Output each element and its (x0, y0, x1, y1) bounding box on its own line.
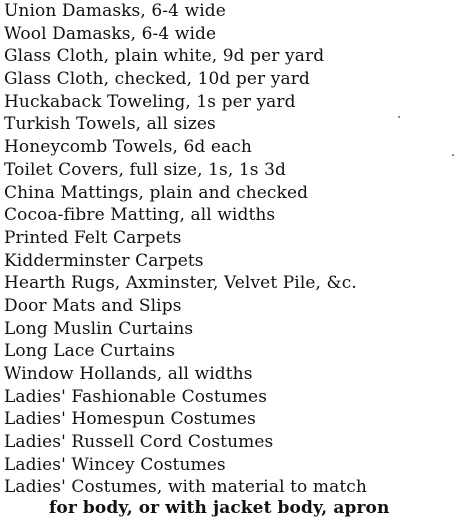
list-line: Long Muslin Curtains (4, 318, 194, 339)
list-line: Hearth Rugs, Axminster, Velvet Pile, &c. (4, 273, 357, 294)
list-line: Kidderminster Carpets (4, 250, 204, 271)
list-line: Ladies' Fashionable Costumes (4, 386, 268, 407)
list-line: Turkish Towels, all sizes (4, 114, 216, 135)
list-line-continuation: for body, or with jacket body, apron (49, 498, 390, 519)
list-line: Door Mats and Slips (4, 295, 182, 316)
list-line: Toilet Covers, full size, 1s, 1s 3d (4, 159, 286, 180)
print-speck (452, 154, 454, 156)
list-line: Glass Cloth, plain white, 9d per yard (4, 46, 325, 67)
list-line: Ladies' Russell Cord Costumes (4, 432, 274, 453)
list-line: Huckaback Toweling, 1s per yard (4, 91, 296, 112)
price-list (4, 0, 389, 520)
list-line: Printed Felt Carpets (4, 227, 182, 248)
list-line: Long Lace Curtains (4, 341, 176, 362)
list-line: Union Damasks, 6-4 wide (4, 1, 226, 21)
list-line: Cocoa-fibre Matting, all widths (4, 205, 276, 226)
list-line: Honeycomb Towels, 6d each (4, 137, 252, 158)
list-line: China Mattings, plain and checked (4, 182, 309, 203)
list-line: Ladies' Homespun Costumes (4, 409, 256, 430)
list-line: Ladies' Wincey Costumes (4, 454, 226, 475)
list-line: Wool Damasks, 6-4 wide (4, 23, 217, 44)
list-line: Ladies' Costumes, with material to match (4, 477, 367, 498)
list-line: Window Hollands, all widths (4, 364, 253, 384)
list-line: Glass Cloth, checked, 10d per yard (4, 69, 310, 90)
print-speck (398, 116, 400, 118)
